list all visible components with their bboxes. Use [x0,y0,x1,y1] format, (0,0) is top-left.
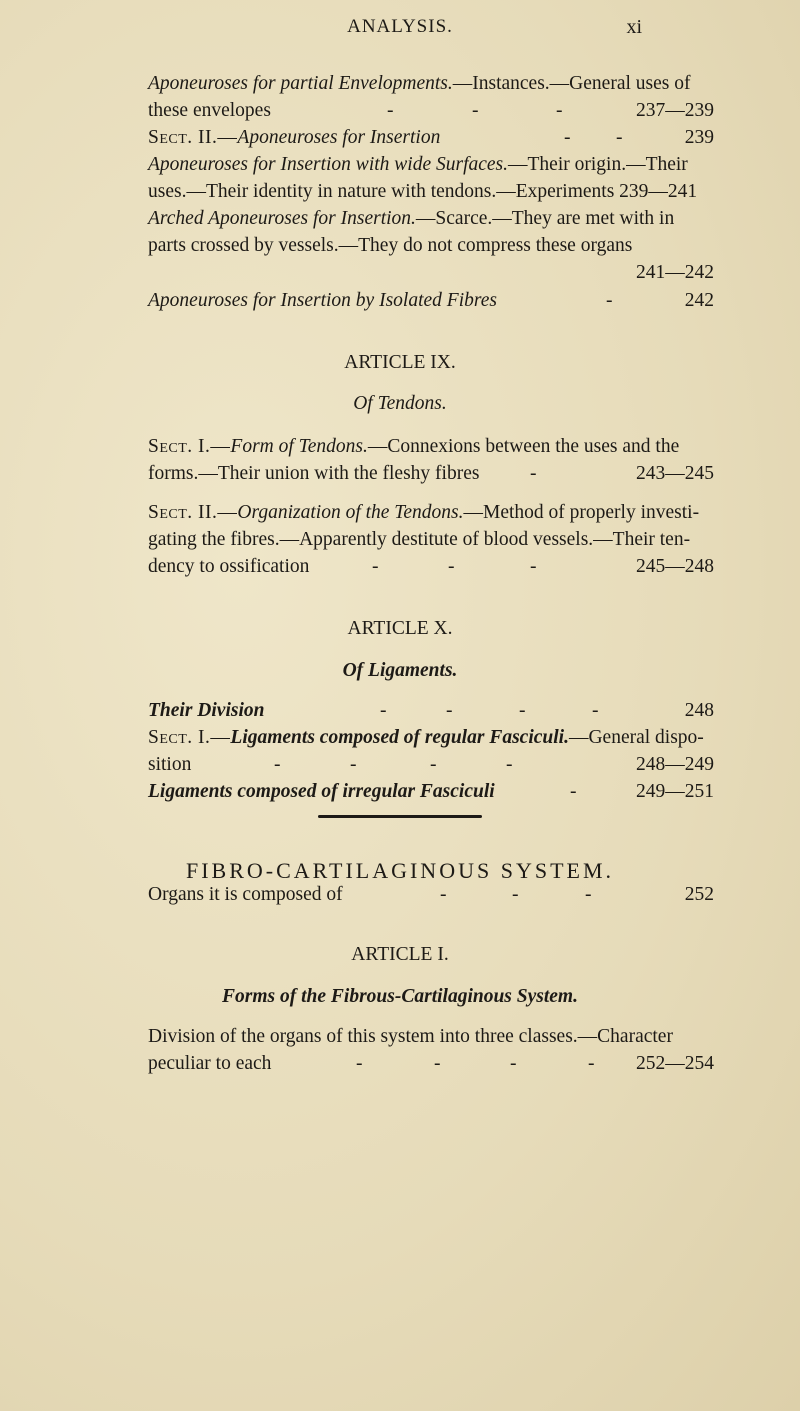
running-head [0,16,800,46]
leader-dash: - [356,1053,363,1074]
entry-isolated-fibres [148,288,714,314]
page-ref: 243—245 [636,463,714,484]
leader-dash: - [440,884,447,905]
article-i-subtitle [0,986,800,1008]
leader-dash: - [274,754,281,775]
leader-dash: - [585,884,592,905]
leader-dash: - [570,781,577,802]
leader-dash: - [446,700,453,721]
article-subtitle-text: Of Tendons. [353,393,447,414]
entry-title: Organization of the Tendons. [237,502,464,523]
leader-dash: - [506,754,513,775]
entry-their-division [148,698,714,724]
leader-dash: - [564,127,571,148]
entry-organs [148,882,714,908]
sect-label: Sect. I.— [148,727,231,748]
entry-line [148,179,714,205]
entry-regular-fasciculi [148,725,714,751]
article-ix-heading: ARTICLE IX. [344,352,456,373]
entry-text: uses.—Their identity in nature with tendons.—Experiments 239—241 [148,181,698,202]
entry-text: gating the fibres.—Apparently destitute of blood vessels.—Their ten- [148,529,691,550]
page-ref: 242 [684,290,714,311]
entry-text: —Scarce.—They are met with in [415,208,675,229]
entry-line [148,98,714,124]
leader-dash: - [530,463,537,484]
leader-dash: - [387,100,394,121]
page-ref: 248—249 [636,754,714,775]
leader-dash: - [350,754,357,775]
page-ref: 239 [684,127,714,148]
entry-partial-envelopments [148,71,714,97]
running-title: ANALYSIS. [347,16,453,37]
leader-dash: - [380,700,387,721]
entry-text: Division of the organs of this system into three classes.—Character [148,1026,673,1047]
page-ref: 248 [684,700,714,721]
leader-dash: - [434,1053,441,1074]
page-ref: 249—251 [636,781,714,802]
entry-text: these envelopes [148,100,271,121]
sect-label: Sect. I.— [148,436,231,457]
entry-text: —Connexions between the uses and the [367,436,680,457]
entry-organization-tendons [148,500,714,526]
entry-text: —Method of properly investi- [463,502,700,523]
leader-dash: - [472,100,479,121]
leader-dash: - [592,700,599,721]
entry-line [148,233,714,259]
article-x-subtitle [0,660,800,682]
system-title: FIBRO-CARTILAGINOUS SYSTEM. [185,858,615,883]
leader-dash: - [372,556,379,577]
leader-dash: - [510,1053,517,1074]
entry-text: peculiar to each [148,1053,272,1074]
leader-dash: - [530,556,537,577]
entry-text: dency to ossification [148,556,310,577]
entry-text: forms.—Their union with the fleshy fibres [148,463,480,484]
leader-dash: - [519,700,526,721]
leader-dash: - [430,754,437,775]
leader-dash: - [606,290,613,311]
entry-text: sition [148,754,192,775]
entry-line [148,1051,714,1077]
entry-wide-surfaces [148,152,714,178]
entry-arched [148,206,714,232]
article-i-heading: ARTICLE I. [351,944,449,965]
article-x-heading: ARTICLE X. [347,618,453,639]
entry-text: Organs it is composed of [148,884,343,905]
entry-title: Aponeuroses for Insertion with wide Surfaces. [148,154,509,175]
entry-line [148,461,714,487]
entry-title: Ligaments composed of regular Fasciculi. [230,727,569,748]
entry-title: Aponeuroses for partial Envelopments. [148,73,453,94]
entry-text: —Instances.—General uses of [452,73,691,94]
leader-dash: - [556,100,563,121]
entry-line [148,527,714,553]
page-ref: 252 [684,884,714,905]
section-rule [318,815,482,818]
leader-dash: - [616,127,623,148]
entry-text: —Their origin.—Their [508,154,688,175]
entry-title: Aponeuroses for Insertion by Isolated Fibres [148,290,497,311]
page-ref: 245—248 [636,556,714,577]
page-ref: 241—242 [636,262,714,283]
sect-label: Sect. II.— [148,127,238,148]
entry-title: Ligaments composed of irregular Fasciculi [148,781,495,802]
article-subtitle-text: Of Ligaments. [342,660,458,681]
entry-sect-ii [148,125,714,151]
entry-title: Aponeuroses for Insertion [237,127,441,148]
leader-dash: - [512,884,519,905]
article-ix-subtitle [0,393,800,415]
leader-dash: - [588,1053,595,1074]
sect-label: Sect. II.— [148,502,238,523]
page-number: xi [626,16,642,38]
entry-title: Arched Aponeuroses for Insertion. [148,208,416,229]
leader-dash: - [448,556,455,577]
entry-title: Form of Tendons. [230,436,368,457]
entry-text: —General dispo- [568,727,704,748]
article-subtitle-text: Forms of the Fibrous-Cartilaginous System. [222,986,578,1007]
entry-irregular-fasciculi [148,779,714,805]
entry-title: Their Division [148,700,265,721]
entry-line [148,752,714,778]
page-ref: 252—254 [636,1053,714,1074]
entry-division-classes [148,1024,714,1050]
page-ref: 237—239 [636,100,714,121]
entry-text: parts crossed by vessels.—They do not compress these organs [148,235,633,256]
entry-form-of-tendons [148,434,714,460]
entry-line [148,554,714,580]
